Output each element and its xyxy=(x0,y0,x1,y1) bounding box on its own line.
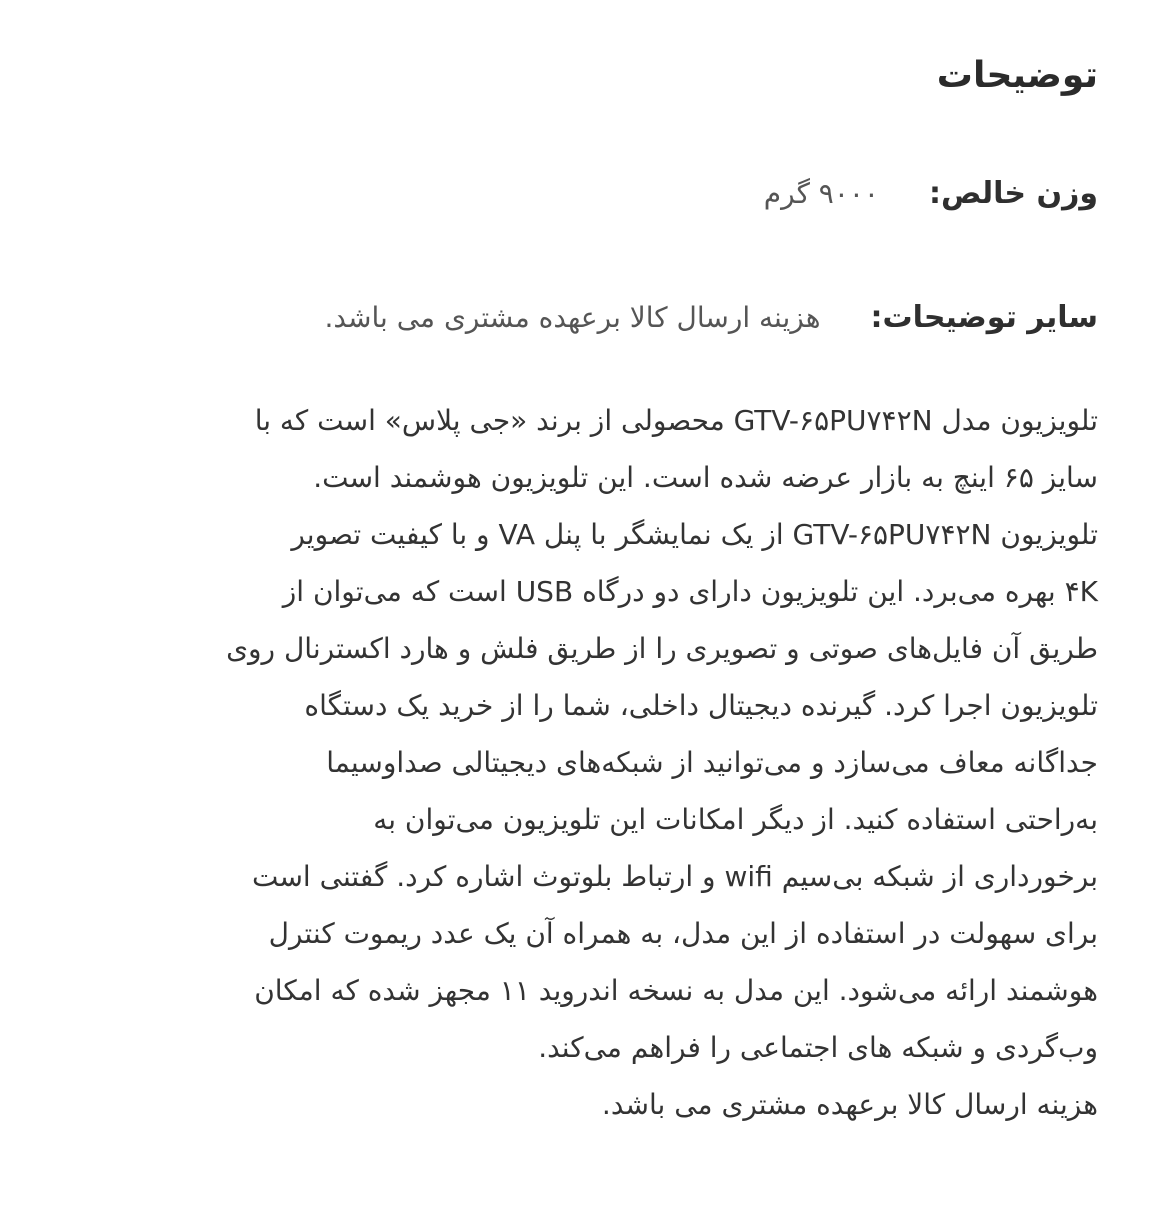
description-line: وب‌گردی و شبکه های اجتماعی را فراهم می‌کند. xyxy=(538,1031,1098,1064)
spec-label-weight: وزن خالص: xyxy=(928,176,1098,211)
description-line: برای سهولت در استفاده از این مدل، به همراه آن یک عدد ریموت کنترل xyxy=(268,917,1098,950)
description-line: تلویزیون اجرا کرد. گیرنده دیجیتال داخلی، شما را از خرید یک دستگاه xyxy=(304,689,1098,722)
description-line: تلویزیون مدل GTV-۶۵PU۷۴۲N محصولی از برند «جی پلاس» است که با xyxy=(254,404,1098,437)
description-line: طریق آن فایل‌های صوتی و تصویری را از طریق فلش و هارد اکسترنال روی xyxy=(226,632,1098,665)
description-line: تلویزیون GTV-۶۵PU۷۴۲N از یک نمایشگر با پنل VA و با کیفیت تصویر xyxy=(291,518,1098,551)
section-title: توضیحات xyxy=(936,55,1098,96)
description-line: هزینه ارسال کالا برعهده مشتری می باشد. xyxy=(601,1088,1098,1121)
description-line: سایز ۶۵ اینچ به بازار عرضه شده است. این تلویزیون هوشمند است. xyxy=(313,461,1098,494)
description-line: ۴K بهره می‌برد. این تلویزیون دارای دو درگاه USB است که می‌توان از xyxy=(282,575,1098,608)
spec-row-weight xyxy=(70,168,1098,220)
spec-value-other-notes: هزینه ارسال کالا برعهده مشتری می باشد. xyxy=(324,301,821,334)
description-line: به‌راحتی استفاده کنید. از دیگر امکانات این تلویزیون می‌توان به xyxy=(373,803,1098,836)
spec-value-weight: ۹۰۰۰ گرم xyxy=(763,177,879,210)
description-line: هوشمند ارائه می‌شود. این مدل به نسخه اندروید ۱۱ مجهز شده که امکان xyxy=(254,974,1098,1007)
description-text xyxy=(70,392,1098,1133)
description-line: جداگانه معاف می‌سازد و می‌توانید از شبکه‌های دیجیتالی صداوسیما xyxy=(326,746,1098,779)
description-line: برخورداری از شبکه بی‌سیم wifi و ارتباط بلوتوث اشاره کرد. گفتنی است xyxy=(251,860,1098,893)
spec-label-other-notes: سایر توضیحات: xyxy=(870,300,1098,335)
spec-row-other-notes xyxy=(70,292,1098,344)
